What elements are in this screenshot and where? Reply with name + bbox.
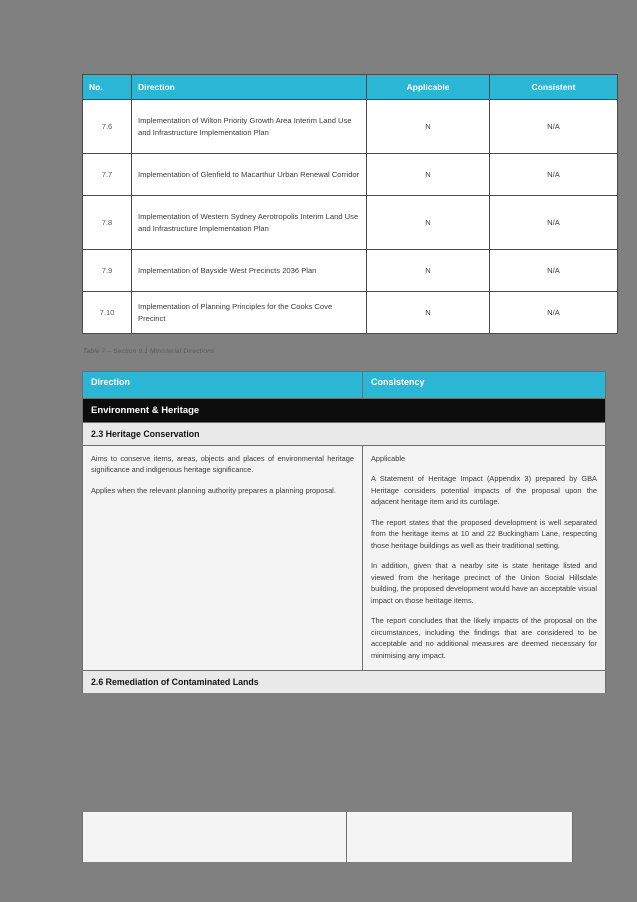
row-consistent: N/A xyxy=(490,250,618,292)
row-applicable: N xyxy=(367,100,490,154)
table-row xyxy=(83,250,618,292)
subheading-remediation: 2.6 Remediation of Contaminated Lands xyxy=(83,671,606,694)
consistency-status: Applicable xyxy=(371,454,406,463)
row-direction: Implementation of Glenfield to Macarthur Urban Renewal Corridor xyxy=(132,154,367,196)
table-row xyxy=(83,292,618,334)
row-direction: Implementation of Western Sydney Aerotropolis Interim Land Use and Infrastructure Implementation Plan xyxy=(132,196,367,250)
row-applicable: N xyxy=(367,250,490,292)
row-consistent: N/A xyxy=(490,154,618,196)
table-row xyxy=(83,100,618,154)
row-consistent: N/A xyxy=(490,100,618,154)
row-applicable: N xyxy=(367,154,490,196)
consistency-paragraph: In addition, given that a nearby site is state heritage listed and viewed from the heritage precinct of the Union Social Hillsdale building, the proposed development would have an acceptable visual impact on those heritage items. xyxy=(371,561,597,605)
row-consistent: N/A xyxy=(490,292,618,334)
table1-header-row xyxy=(83,75,618,100)
column-divider xyxy=(346,812,347,862)
direction-paragraph: Aims to conserve items, areas, objects and places of environmental heritage significance and indigenous heritage significance. xyxy=(91,454,354,475)
subheading-row xyxy=(83,423,606,446)
table1-header xyxy=(83,75,618,100)
consistency-paragraph: The report states that the proposed development is well separated from the heritage items at 10 and 22 Buckingham Lane, respecting those heritage buildings as well as their traditional setting. xyxy=(371,517,597,550)
table1-col-direction: Direction xyxy=(132,75,367,100)
row-direction: Implementation of Bayside West Precincts 2036 Plan xyxy=(132,250,367,292)
consistency-table xyxy=(82,371,606,693)
ministerial-directions-table xyxy=(82,74,618,334)
subheading-row xyxy=(83,671,606,694)
table1-caption: Table 7 – Section 9.1 Ministerial Directions xyxy=(83,348,215,355)
table1-col-no: No. xyxy=(83,75,132,100)
row-applicable: N xyxy=(367,196,490,250)
row-direction: Implementation of Planning Principles for the Cooks Cove Precinct xyxy=(132,292,367,334)
direction-cell xyxy=(83,446,363,671)
section-heading: Environment & Heritage xyxy=(83,399,606,423)
row-applicable: N xyxy=(367,292,490,334)
table1-col-applicable: Applicable xyxy=(367,75,490,100)
table-row xyxy=(83,196,618,250)
content-row xyxy=(83,446,606,671)
row-no: 7.10 xyxy=(83,292,132,334)
section-heading-row xyxy=(83,399,606,423)
row-no: 7.8 xyxy=(83,196,132,250)
consistency-paragraph: A Statement of Heritage Impact (Appendix 3) prepared by GBA Heritage considers potential impacts of the proposal upon the adjacent heritage item and its curtilage. xyxy=(371,474,597,507)
row-consistent: N/A xyxy=(490,196,618,250)
table2-header-row xyxy=(83,372,606,399)
table1-col-consistent: Consistent xyxy=(490,75,618,100)
table2-continuation xyxy=(82,812,573,862)
row-no: 7.6 xyxy=(83,100,132,154)
row-direction: Implementation of Wilton Priority Growth Area Interim Land Use and Infrastructure Implementation Plan xyxy=(132,100,367,154)
table2-col-direction: Direction xyxy=(83,372,363,399)
table-row xyxy=(83,154,618,196)
table2-header xyxy=(83,372,606,399)
consistency-paragraph: The report concludes that the likely impacts of the proposal on the circumstances, including the findings that are considered to be acceptable and no additional measures are deemed necessary for minimising any impact. xyxy=(371,616,597,660)
table1-body xyxy=(83,100,618,334)
row-no: 7.7 xyxy=(83,154,132,196)
consistency-cell xyxy=(363,446,606,671)
table2-body xyxy=(83,399,606,694)
direction-paragraph: Applies when the relevant planning authority prepares a planning proposal. xyxy=(91,485,336,495)
row-no: 7.9 xyxy=(83,250,132,292)
subheading-heritage-conservation: 2.3 Heritage Conservation xyxy=(83,423,606,446)
table2-col-consistency: Consistency xyxy=(363,372,606,399)
